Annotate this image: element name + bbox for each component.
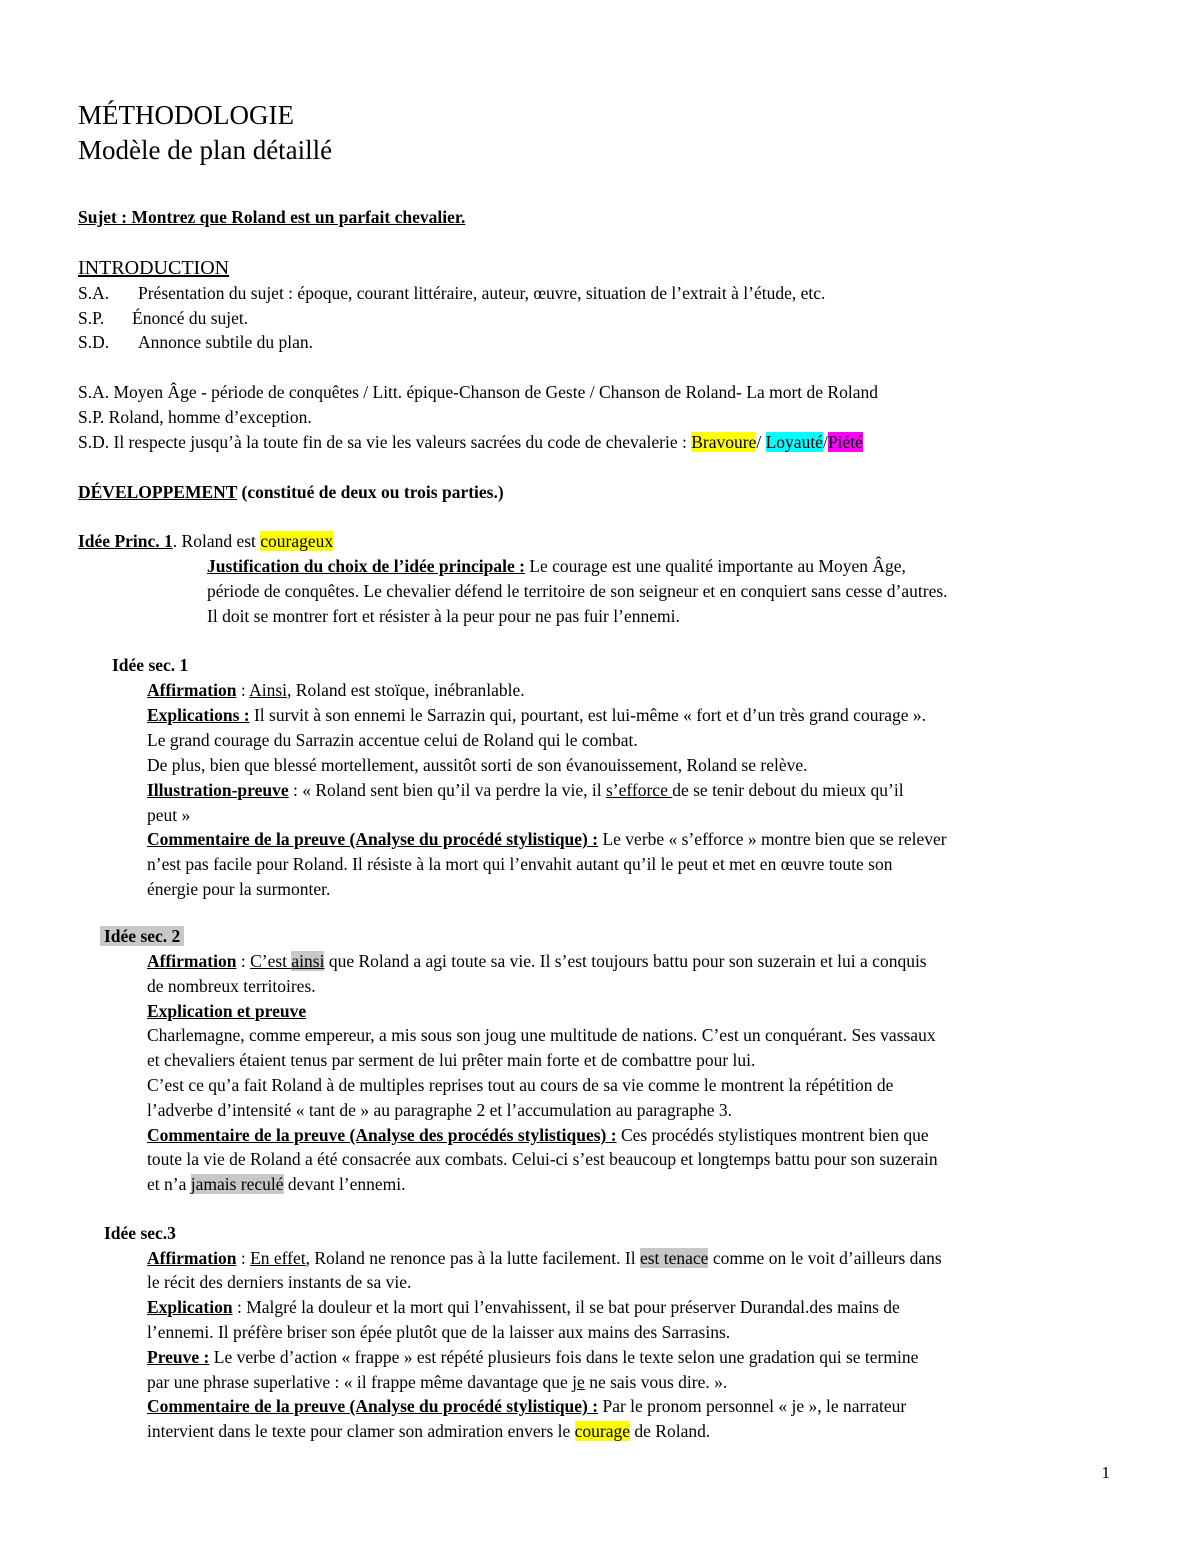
commentaire-line — [147, 1174, 406, 1194]
commentaire-text: intervient dans le texte pour clamer son admiration envers le — [147, 1421, 575, 1441]
affirmation-label: Affirmation — [147, 951, 237, 971]
illustration-text: de se tenir debout du mieux qu’il — [672, 780, 904, 800]
sec3-preuve — [147, 1347, 918, 1367]
illustration-label: Illustration-preuve — [147, 780, 289, 800]
intro-def-sp-key: S.P. — [78, 308, 105, 328]
intro-def-sa-key: S.A. — [78, 283, 110, 303]
explications-line: De plus, bien que blessé mortellement, aussitôt sorti de son évanouissement, Roland se relève. — [147, 755, 808, 775]
value-loyaute: Loyauté — [765, 432, 823, 452]
commentaire-label: Commentaire de la preuve (Analyse du procédé stylistique) : — [147, 829, 599, 849]
commentaire-text: Par le pronom personnel « je », le narrateur — [598, 1396, 907, 1416]
justification-label: Justification du choix de l’idée principale : — [207, 556, 525, 576]
affirmation-line: de nombreux territoires. — [147, 976, 316, 996]
explication-line: l’adverbe d’intensité « tant de » au paragraphe 2 et l’accumulation au paragraphe 3. — [147, 1100, 733, 1120]
preuve-text: Le verbe d’action « frappe » est répété plusieurs fois dans le texte selon une gradation qui se termine — [209, 1347, 919, 1367]
main-idea-1-keyword: courageux — [260, 531, 334, 551]
affirmation-connector: Ainsi — [249, 680, 288, 700]
intro-heading: INTRODUCTION — [78, 257, 230, 279]
affirmation-text: comme on le voit d’ailleurs dans — [708, 1248, 942, 1268]
explication-line: et chevaliers étaient tenus par serment de lui prêter main forte et de combattre pour lui. — [147, 1050, 756, 1070]
commentaire-highlight: courage — [574, 1421, 631, 1441]
justification-line: période de conquêtes. Le chevalier défend le territoire de son seigneur et en conquiert sans cesse d’autres. — [207, 581, 948, 601]
affirmation-text: , Roland est stoïque, inébranlable. — [287, 680, 525, 700]
affirmation-colon: : — [236, 680, 250, 700]
secondary-idea-2-label — [100, 926, 184, 946]
explications-text: Il survit à son ennemi le Sarrazin qui, pourtant, est lui-même « fort et d’un très grand courage ». — [249, 705, 927, 725]
dev-heading — [78, 482, 504, 502]
dev-heading-note: (constitué de deux ou trois parties.) — [237, 482, 504, 502]
value-piete: Piété — [827, 432, 863, 452]
intro-def-sd — [78, 332, 313, 352]
main-idea-1-label: Idée Princ. 1 — [78, 531, 173, 551]
commentaire-line: toute la vie de Roland a été consacrée aux combats. Celui-ci s’est beaucoup et longtemps battu pour son suzerain — [147, 1149, 938, 1169]
value-separator: / — [756, 432, 766, 452]
intro-def-sp — [78, 308, 248, 328]
sec3-explication — [147, 1297, 900, 1317]
justification-line: Il doit se montrer fort et résister à la peur pour ne pas fuir l’ennemi. — [207, 606, 680, 626]
affirmation-connector-highlight: ainsi — [291, 951, 325, 971]
commentaire-highlight: jamais reculé — [190, 1174, 284, 1194]
secondary-idea-1-label: Idée sec. 1 — [112, 655, 189, 675]
doc-subtitle: Modèle de plan détaillé — [78, 135, 333, 165]
preuve-text: ne sais vous dire. ». — [584, 1372, 728, 1392]
intro-ex-sd — [78, 432, 863, 452]
secondary-idea-3-label: Idée sec.3 — [104, 1223, 176, 1243]
intro-def-sa — [78, 283, 825, 303]
explication-line: C’est ce qu’a fait Roland à de multiples reprises tout au cours de sa vie comme le montrent la répétition de — [147, 1075, 894, 1095]
preuve-text: par une phrase superlative : « il frappe même davantage que — [147, 1372, 573, 1392]
commentaire-line: n’est pas facile pour Roland. Il résiste à la mort qui l’envahit autant qu’il le peut et met en œuvre toute son — [147, 854, 893, 874]
illustration-underlined: s’efforce — [605, 780, 673, 800]
commentaire-text: Le verbe « s’efforce » montre bien que se relever — [598, 829, 947, 849]
sec1-illustration — [147, 780, 904, 800]
sec3-affirmation — [147, 1248, 942, 1268]
sec1-affirmation — [147, 680, 525, 700]
intro-def-sa-text: Présentation du sujet : époque, courant littéraire, auteur, œuvre, situation de l’extrait à l’étude, etc. — [138, 283, 826, 303]
preuve-label: Preuve : — [147, 1347, 210, 1367]
commentaire-text: et n’a — [147, 1174, 191, 1194]
intro-def-sp-text: Énoncé du sujet. — [132, 308, 249, 328]
affirmation-colon: : — [236, 1248, 251, 1268]
explication-label: Explication — [147, 1297, 233, 1317]
affirmation-connector: C’est — [250, 951, 292, 971]
secondary-idea-2-label-text: Idée sec. 2 — [100, 926, 184, 946]
commentaire-text: de Roland. — [630, 1421, 711, 1441]
sec3-commentaire — [147, 1396, 906, 1416]
preuve-underlined: je — [572, 1372, 585, 1392]
explications-line: Le grand courage du Sarrazin accentue celui de Roland qui le combat. — [147, 730, 638, 750]
illustration-text: : « Roland sent bien qu’il va perdre la vie, il — [288, 780, 606, 800]
affirmation-text: , Roland ne renonce pas à la lutte facilement. Il — [305, 1248, 640, 1268]
affirmation-colon: : — [236, 951, 251, 971]
affirmation-line: le récit des derniers instants de sa vie. — [147, 1272, 412, 1292]
affirmation-label: Affirmation — [147, 680, 237, 700]
sec1-explications — [147, 705, 926, 725]
commentaire-label: Commentaire de la preuve (Analyse des procédés stylistiques) : — [147, 1125, 617, 1145]
explication-text: : Malgré la douleur et la mort qui l’envahissent, il se bat pour préserver Durandal.des mains de — [232, 1297, 900, 1317]
subject-line: Sujet : Montrez que Roland est un parfait chevalier. — [78, 207, 466, 227]
affirmation-label: Affirmation — [147, 1248, 237, 1268]
illustration-line: peut » — [147, 805, 191, 825]
affirmation-text: que Roland a agi toute sa vie. Il s’est toujours battu pour son suzerain et lui a conquis — [324, 951, 927, 971]
intro-ex-sd-text: S.D. Il respecte jusqu’à la toute fin de sa vie les valeurs sacrées du code de chevalerie : — [78, 432, 692, 452]
value-bravoure: Bravoure — [691, 432, 757, 452]
main-idea-1 — [78, 531, 333, 551]
sec2-affirmation — [147, 951, 927, 971]
value-separator: / — [822, 432, 828, 452]
page-number: 1 — [1101, 1463, 1110, 1482]
explications-label: Explications : — [147, 705, 250, 725]
intro-ex-sp: S.P. Roland, homme d’exception. — [78, 407, 312, 427]
preuve-line — [147, 1372, 727, 1392]
sec1-commentaire — [147, 829, 947, 849]
justification-text: Le courage est une qualité importante au Moyen Âge, — [524, 556, 906, 576]
sec2-explication-label: Explication et preuve — [147, 1001, 307, 1021]
intro-def-sd-text: Annonce subtile du plan. — [138, 332, 313, 352]
doc-title: MÉTHODOLOGIE — [78, 100, 294, 130]
explication-line: l’ennemi. Il préfère briser son épée plutôt que de la laisser aux mains des Sarrasins. — [147, 1322, 731, 1342]
intro-ex-sa: S.A. Moyen Âge - période de conquêtes / Litt. épique-Chanson de Geste / Chanson de Roland- La mort de Roland — [78, 382, 878, 402]
dev-heading-title: DÉVELOPPEMENT — [78, 482, 238, 502]
commentaire-line: énergie pour la surmonter. — [147, 879, 331, 899]
main-idea-1-text: . Roland est — [172, 531, 261, 551]
affirmation-highlight: est tenace — [639, 1248, 709, 1268]
explication-line: Charlemagne, comme empereur, a mis sous son joug une multitude de nations. C’est un conquérant. Ses vassaux — [147, 1025, 936, 1045]
sec2-commentaire — [147, 1125, 929, 1145]
commentaire-line — [147, 1421, 710, 1441]
affirmation-connector: En effet — [250, 1248, 306, 1268]
intro-def-sd-key: S.D. — [78, 332, 110, 352]
commentaire-label: Commentaire de la preuve (Analyse du procédé stylistique) : — [147, 1396, 599, 1416]
commentaire-text: devant l’ennemi. — [283, 1174, 406, 1194]
commentaire-text: Ces procédés stylistiques montrent bien que — [616, 1125, 929, 1145]
main-idea-1-justification — [207, 556, 906, 576]
